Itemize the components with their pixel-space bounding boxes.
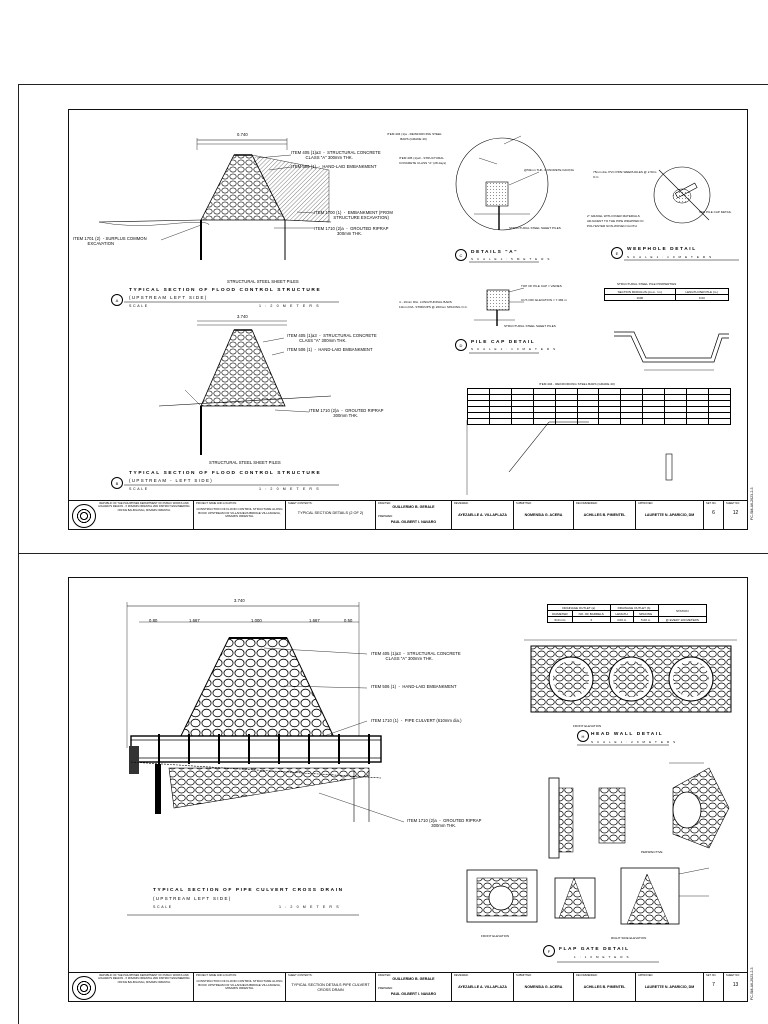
tb-set-cell xyxy=(704,501,724,529)
tb-approved-caption: APPROVED: xyxy=(638,502,654,505)
station-v1: 610 mm xyxy=(548,617,573,623)
tb-reviewed: AYEZAELLE A. VILLAPLAZA xyxy=(458,513,507,517)
weephole-see-pile: SEE PILE CAP DETAIL xyxy=(699,210,732,214)
callout-grouted-riprap: ITEM 1710 (2)a - GROUTED RIPRAP 300mm THK. xyxy=(314,226,389,236)
tb2-recommended-caption: RECOMMENDED: xyxy=(576,974,598,977)
tb2-submitted: NOMENSIA G. ACERA xyxy=(524,985,563,989)
callout-embankment: ITEM 1700 (1) - EMBANKMENT (FROM STRUCTURE EXCAVATION) xyxy=(314,210,393,220)
flapgate-bubble: F xyxy=(543,945,555,957)
tb2-prepared-caption: PREPARED: xyxy=(378,987,393,990)
tb2-drafted-cell xyxy=(376,973,452,1001)
tb-contents-cell xyxy=(286,501,376,529)
tb-submitted-caption: SUBMITTED: xyxy=(516,502,532,505)
tb-prepared-caption: PREPARED: xyxy=(378,515,393,518)
pipe-dim-4: 1.667 xyxy=(309,618,320,623)
tb2-set: 7 xyxy=(712,982,715,988)
tb2-contents: TYPICAL SECTION DETAILS PIPE CULVERT CROSS DRAIN xyxy=(291,983,370,992)
pipe-callout-concrete: ITEM 405 (1)a3 - STRUCTURAL CONCRETE CLASS "A" 300mm THK. xyxy=(371,651,461,661)
drawing-sheet-1 xyxy=(68,109,748,530)
headwall-front-label: FRONT ELEVATION xyxy=(573,724,602,728)
pipe-dim-top: 3.740 xyxy=(234,598,245,603)
headwall-title: HEAD WALL DETAIL xyxy=(591,732,664,737)
pipe-section-scale-value: 1 : 2 0 M E T E R S xyxy=(279,905,341,909)
station-v3: 4.00 m xyxy=(610,617,633,623)
tb2-set-caption: SET NO. xyxy=(706,974,717,977)
tb2-approved: LAURETTE N. APARICIO, DM xyxy=(644,985,695,989)
tb-submitted-cell xyxy=(514,501,574,529)
sheet-2-code: FC-SM-A6-2023-2-3 xyxy=(750,967,754,1000)
details-a-concrete: ITEM 405 (1)a3 - STRUCTURAL CONCRETE CLASS "A" (28 days) xyxy=(399,156,447,165)
pipe-dim-1: 0.80 xyxy=(149,618,158,623)
details-a-rebar: ITEM 404 (1)a - REINFORCING STEEL BARS (GRADE 40) xyxy=(387,132,442,141)
dpwh-seal-icon-2 xyxy=(72,976,96,1000)
tb-reviewed-cell xyxy=(452,501,514,529)
pipe-dim-2: 1.667 xyxy=(189,618,200,623)
tb-agency-cell xyxy=(69,501,194,529)
station-h1: DRAINAGE OUTLET (a) xyxy=(548,605,611,611)
tb2-recommended: ACHILLES B. PIMENTEL xyxy=(583,985,626,989)
pile-props-header-length: LENGTH PER PILE (m.) xyxy=(675,289,728,295)
station-sh2: NO. OF BARRELS xyxy=(572,611,610,617)
section-a-title: TYPICAL SECTION OF FLOOD CONTROL STRUCTURE xyxy=(129,288,322,293)
tb-reviewed-caption: REVIEWED: xyxy=(454,502,469,505)
pile-props-length: 9.00 xyxy=(675,295,728,301)
flapgate-title: FLAP GATE DETAIL xyxy=(559,947,630,952)
tb-submitted: NOMENSIA G. ACERA xyxy=(524,513,563,517)
details-a-scale: S C A L E 1 : 5 M E T E R S xyxy=(471,257,551,261)
pile-props-modulus: 1600 xyxy=(605,295,676,301)
title-block-1 xyxy=(69,500,747,529)
tb2-drafted-caption: DRAFTED: xyxy=(378,974,391,977)
tb-contents-caption: SHEET CONTENTS: xyxy=(288,502,313,505)
details-a-title: DETAILS "A" xyxy=(471,250,519,255)
section-b-title: TYPICAL SECTION OF FLOOD CONTROL STRUCTURE xyxy=(129,471,322,476)
section-b-subtitle: (UPSTREAM - LEFT SIDE) xyxy=(129,478,214,483)
section-b-scale-label: SCALE xyxy=(129,487,149,491)
pilecap-bubble: D xyxy=(455,339,467,351)
tb2-agency: REPUBLIC OF THE PHILIPPINES DEPARTMENT OF PUBLIC WORKS AND HIGHWAYS REGION - X MISAMIS ORIENTAL 2ND DISTRICT ENGINEERING OFFICE BALINGASAG, MISAMIS ORIENTAL xyxy=(98,974,190,984)
tb2-contents-cell xyxy=(286,973,376,1001)
section-a-subtitle: (UPSTREAM LEFT SIDE) xyxy=(129,295,208,300)
tb2-submitted-cell xyxy=(514,973,574,1001)
page-top-border xyxy=(18,84,768,85)
pilecap-top: TOP OF PILE CAP = VARIES xyxy=(521,284,562,288)
pipe-callout-hand-laid: ITEM 506 (1) - HAND-LAID EMBANKMENT xyxy=(371,684,457,689)
pilecap-piles: STRUCTURAL STEEL SHEET PILES xyxy=(504,324,556,328)
callout-structural-concrete: ITEM 405 (1)a3 - STRUCTURAL CONCRETE CLASS "A" 300mm THK. xyxy=(291,150,381,160)
section-a-scale-label: SCALE xyxy=(129,304,149,308)
pile-props-header-modulus: SECTION MODULUS (cu.m. / m) xyxy=(605,289,676,295)
tb-drafted-cell xyxy=(376,501,452,529)
title-block-2 xyxy=(69,972,747,1001)
tb-sheet: 12 xyxy=(732,510,739,516)
pilecap-bars: 4 - 16mm DIA. LONGITUDINAL BARS 10mm DIA. STIRRUPS @ 200mm SPACING O.C. xyxy=(399,300,468,309)
station-v2: 3 xyxy=(572,617,610,623)
tb2-submitted-caption: SUBMITTED: xyxy=(516,974,532,977)
weephole-scale: S C A L E 1 : 1 0 M E T E R S xyxy=(627,255,713,259)
tb2-project-caption: PROJECT NAME AND LOCATION: xyxy=(196,974,237,977)
callout-b-concrete: ITEM 405 (1)a3 - STRUCTURAL CONCRETE CLASS "A" 300mm THK. xyxy=(287,333,377,343)
station-table xyxy=(547,604,707,623)
tb-project-cell xyxy=(194,501,286,529)
station-h3: STATION xyxy=(658,605,706,617)
dim-top: 0.740 xyxy=(237,132,248,137)
tb2-prepared: PAUL GILBERT I. NAVARO xyxy=(390,992,437,996)
section-b-bubble: B xyxy=(111,477,123,489)
pipe-section-scale-label: SCALE xyxy=(153,905,173,909)
tb2-project-cell xyxy=(194,973,286,1001)
station-sh4: SPACING xyxy=(633,611,658,617)
weephole-gravel: 2" GRAVEL WITH FINER MATERIALS ADJACENT TO THE PIPE WRAPPED IN POLYESTER NON-WOVEN CLOTH xyxy=(587,214,644,228)
tb2-sheet: 13 xyxy=(732,982,739,988)
tb2-reviewed-caption: REVIEWED: xyxy=(454,974,469,977)
flapgate-scale: 1 : 1 0 M E T E R S xyxy=(574,955,631,959)
tb-drafted: GUILLERMO B. GERALE xyxy=(392,505,435,509)
headwall-scale: S C A L E 1 : 2 0 M E T E R S xyxy=(591,740,677,744)
tb2-project: CONSTRUCTION OF FLOOD CONTROL STRUCTURE ALONG BOOK UPSTREAM OF VILLANUEVA BRIDGE VILLANUEVA, MISAMIS ORIENTAL xyxy=(196,979,283,991)
tb2-approved-caption: APPROVED: xyxy=(638,974,654,977)
tb2-contents-caption: SHEET CONTENTS: xyxy=(288,974,313,977)
pilecap-title: PILE CAP DETAIL xyxy=(471,340,536,345)
sheet-1-code: FC-SM-A6-2023-2-3 xyxy=(750,487,754,520)
tb-recommended-cell xyxy=(574,501,636,529)
tb-contents: TYPICAL SECTION DETAILS (2 OF 2) xyxy=(297,511,364,515)
pipe-section-title: TYPICAL SECTION OF PIPE CULVERT CROSS DRAIN xyxy=(153,888,344,893)
callout-b-riprap: ITEM 1710 (2)a - GROUTED RIPRAP 300mm THK. xyxy=(309,408,384,418)
tb-project-caption: PROJECT NAME AND LOCATION: xyxy=(196,502,237,505)
pipe-dim-3: 1.000 xyxy=(251,618,262,623)
station-h2: DRAINAGE OUTLET (b) xyxy=(610,605,658,611)
page-separator xyxy=(18,553,768,554)
page-left-border xyxy=(18,84,19,554)
pile-props-table xyxy=(604,288,729,301)
headwall-bubble: H xyxy=(577,730,589,742)
tb2-agency-cell xyxy=(69,973,194,1001)
pipe-dim-5: 0.50 xyxy=(344,618,353,623)
tb-agency: REPUBLIC OF THE PHILIPPINES DEPARTMENT OF PUBLIC WORKS AND HIGHWAYS REGION - X MISAMIS ORIENTAL 2ND DISTRICT ENGINEERING OFFICE BALINGASAG, MISAMIS ORIENTAL xyxy=(98,502,190,512)
pipe-callout-culvert: ITEM 1710 (1) - PIPE CULVERT (610mm dia.) xyxy=(371,718,462,723)
tb-set: 6 xyxy=(712,510,715,516)
tb-recommended-caption: RECOMMENDED: xyxy=(576,502,598,505)
tb2-reviewed-cell xyxy=(452,973,514,1001)
station-sh3: LENGTH xyxy=(610,611,633,617)
pilecap-cutoff: CUT-OFF ELEVATION = 7.384 m xyxy=(521,298,567,302)
tb-project: CONSTRUCTION OF FLOOD CONTROL STRUCTURE ALONG BOOK UPSTREAM OF VILLANUEVA BRIDGE VILLANUEVA, MISAMIS ORIENTAL xyxy=(196,507,283,519)
callout-surplus-excavation: ITEM 1701 (2) - SURPLUS COMMON EXCAVATION xyxy=(73,236,147,246)
station-v4: 5.00 m xyxy=(633,617,658,623)
details-a-piles: STRUCTURAL STEEL SHEET PILES xyxy=(509,226,561,230)
tb-recommended: ACHILLES B. PIMENTEL xyxy=(583,513,626,517)
weephole-title: WEEPHOLE DETAIL xyxy=(627,247,697,252)
tb2-sheet-caption: SHEET NO. xyxy=(726,974,740,977)
tb-approved: LAURETTE N. APARICIO, DM xyxy=(644,513,695,517)
section-b-scale-value: 1 : 2 0 M E T E R S xyxy=(259,487,321,491)
tb-drafted-caption: DRAFTED: xyxy=(378,502,391,505)
dim-top-b: 3.740 xyxy=(237,314,248,319)
tb-prepared: PAUL GILBERT I. NAVARO xyxy=(390,520,437,524)
pipe-callout-riprap: ITEM 1710 (2)a - GROUTED RIPRAP 300mm THK. xyxy=(407,818,482,828)
rebar-schedule-title: ITEM 404 - REINFORCING STEEL BARS (GRADE 40) xyxy=(539,382,615,386)
weephole-pipe: 75mm dia. PVC PIPE WEEPHOLES @ 2.50m O.C. xyxy=(593,170,657,179)
station-value: @ EVERY 100 METERS xyxy=(658,617,706,623)
flapgate-front-label: FRONT ELEVATION xyxy=(481,934,510,938)
tb2-set-cell xyxy=(704,973,724,1001)
tb-approved-cell xyxy=(636,501,704,529)
details-a-bubble: C xyxy=(455,249,467,261)
section-a-bubble: A xyxy=(111,294,123,306)
weephole-bubble: E xyxy=(611,247,623,259)
flapgate-perspective-label: PERSPECTIVE xyxy=(641,850,663,854)
tb2-sheet-cell xyxy=(724,973,747,1001)
tb2-approved-cell xyxy=(636,973,704,1001)
pile-props-title: STRUCTURAL STEEL PILE PROPERTIES xyxy=(617,282,677,286)
details-a-facing: @50mm THK. CONCRETE FACING xyxy=(524,168,574,172)
tb-set-caption: SET NO. xyxy=(706,502,717,505)
pilecap-scale: S C A L E 1 : 1 0 M E T E R S xyxy=(471,347,557,351)
callout-hand-laid: ITEM 506 (1) - HAND-LAID EMBANKMENT xyxy=(291,164,377,169)
flapgate-side-label: RIGHT SIDE ELEVATION xyxy=(611,936,647,940)
pipe-section-subtitle: (UPSTREAM LEFT SIDE) xyxy=(153,896,232,901)
sheet-pile-note-b: STRUCTURAL STEEL SHEET PILES xyxy=(209,460,281,465)
tb-sheet-caption: SHEET NO. xyxy=(726,502,740,505)
section-a-scale-value: 1 : 2 0 M E T E R S xyxy=(259,304,321,308)
tb2-reviewed: AYEZAELLE A. VILLAPLAZA xyxy=(458,985,507,989)
sheet-pile-note: STRUCTURAL STEEL SHEET PILES xyxy=(227,279,299,284)
drawing-sheet-2 xyxy=(68,577,748,1002)
dpwh-seal-icon xyxy=(72,504,96,528)
tb2-recommended-cell xyxy=(574,973,636,1001)
station-sh1: DIAMETER xyxy=(548,611,573,617)
callout-b-hand-laid: ITEM 506 (1) - HAND-LAID EMBANKMENT xyxy=(287,347,373,352)
tb-sheet-cell xyxy=(724,501,747,529)
rebar-schedule-table xyxy=(467,388,731,425)
tb2-drafted: GUILLERMO B. GERALE xyxy=(392,977,435,981)
page-left-border-2 xyxy=(18,553,19,1024)
